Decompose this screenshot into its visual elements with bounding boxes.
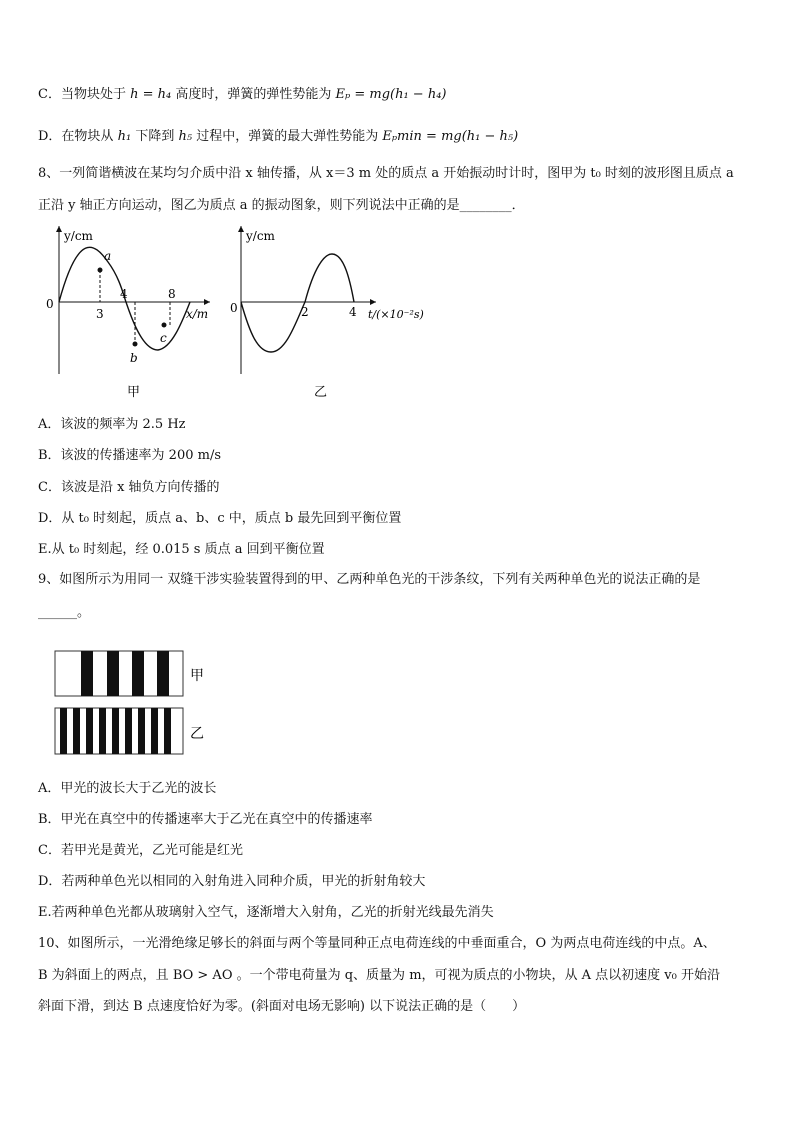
q9-option-d: D．若两种单色光以相同的入射角进入同种介质，甲光的折射角较大 (38, 874, 426, 889)
q8-option-c: C．该波是沿 x 轴负方向传播的 (38, 480, 220, 495)
option-c-formula-energy: Eₚ = mg(h₁ − h₄) (335, 87, 447, 102)
vibration-curve (241, 254, 354, 352)
q9-option-e: E.若两种单色光都从玻璃射入空气，逐渐增大入射角，乙光的折射光线最先消失 (38, 905, 494, 920)
caption-yi: 乙 (314, 385, 328, 400)
tick-2: 2 (301, 305, 309, 319)
option-d-h1: h₁ (117, 129, 132, 144)
q10-stem-line3: 斜面下滑，到达 B 点速度恰好为零。(斜面对电场无影响) 以下说法正确的是（ ） (38, 999, 526, 1014)
vibration-graph-yi (228, 222, 438, 402)
interference-fringes (54, 650, 234, 756)
option-c-formula-height: h = h₄ (130, 87, 172, 102)
fringe-bars-yi (60, 708, 171, 754)
q9-stem-line1: 9、如图所示为用同一 双缝干涉实验装置得到的甲、乙两种单色光的干涉条纹，下列有关两种单色光的说法正确的是 (38, 572, 701, 587)
q8-option-d: D．从 t₀ 时刻起，质点 a、b、c 中，质点 b 最先回到平衡位置 (38, 511, 402, 526)
q8-stem-line1: 8、一列简谐横波在某均匀介质中沿 x 轴传播，从 x＝3 m 处的质点 a 开始振动时计时，图甲为 t₀ 时刻的波形图且质点 a (38, 166, 734, 181)
tick-4: 4 (120, 287, 128, 301)
caption-jia: 甲 (127, 385, 141, 400)
t-label: t/(×10⁻²s) (368, 308, 424, 321)
tick-3: 3 (96, 307, 104, 321)
label-b: b (130, 351, 138, 365)
label-jia: 甲 (190, 668, 204, 684)
origin-label: 0 (230, 301, 238, 315)
origin-label: 0 (46, 297, 54, 311)
wave-graph-jia (40, 222, 220, 402)
label-yi: 乙 (190, 726, 204, 742)
label-a: a (104, 249, 112, 263)
q10-stem-line2: B 为斜面上的两点，且 BO > AO 。一个带电荷量为 q、质量为 m，可视为质点的小物块，从 A 点以初速度 v₀ 开始沿 (38, 968, 720, 983)
tick-8: 8 (168, 287, 176, 301)
y-label: y/cm (246, 229, 275, 243)
q9-option-b: B．甲光在真空中的传播速率大于乙光在真空中的传播速率 (38, 812, 373, 827)
tick-4: 4 (349, 305, 357, 319)
q8-option-e: E.从 t₀ 时刻起，经 0.015 s 质点 a 回到平衡位置 (38, 542, 325, 557)
option-d-line (38, 128, 518, 146)
q9-option-a: A．甲光的波长大于乙光的波长 (38, 781, 217, 796)
label-c: c (160, 331, 167, 345)
point-c-dot (162, 323, 167, 328)
q9-option-c: C．若甲光是黄光，乙光可能是红光 (38, 843, 243, 858)
q8-option-b: B．该波的传播速率为 200 m/s (38, 448, 222, 463)
point-a-dot (98, 268, 103, 273)
point-b-dot (133, 342, 138, 347)
option-d-h5: h₅ (178, 129, 193, 144)
q8-option-a: A．该波的频率为 2.5 Hz (38, 417, 186, 432)
x-label: x/m (186, 307, 209, 321)
option-c-mid: 高度时，弹簧的弹性势能为 (175, 87, 332, 102)
option-d-mid2: 过程中，弹簧的最大弹性势能为 (196, 129, 379, 144)
option-c-line (38, 86, 446, 104)
q10-stem-line1: 10、如图所示，一光滑绝缘足够长的斜面与两个等量同种正点电荷连线的中垂面重合，O 为两点电荷连线的中点。A、 (38, 936, 716, 951)
y-label: y/cm (64, 229, 93, 243)
q9-stem-line2: ______。 (38, 605, 91, 620)
option-d-mid: 下降到 (135, 129, 175, 144)
option-d-formula: Eₚmin = mg(h₁ − h₅) (382, 129, 519, 144)
option-c-prefix: C．当物块处于 (38, 87, 126, 102)
option-d-prefix: D．在物块从 (38, 129, 114, 144)
q8-stem-line2: 正沿 y 轴正方向运动，图乙为质点 a 的振动图象，则下列说法中正确的是________． (38, 198, 525, 213)
